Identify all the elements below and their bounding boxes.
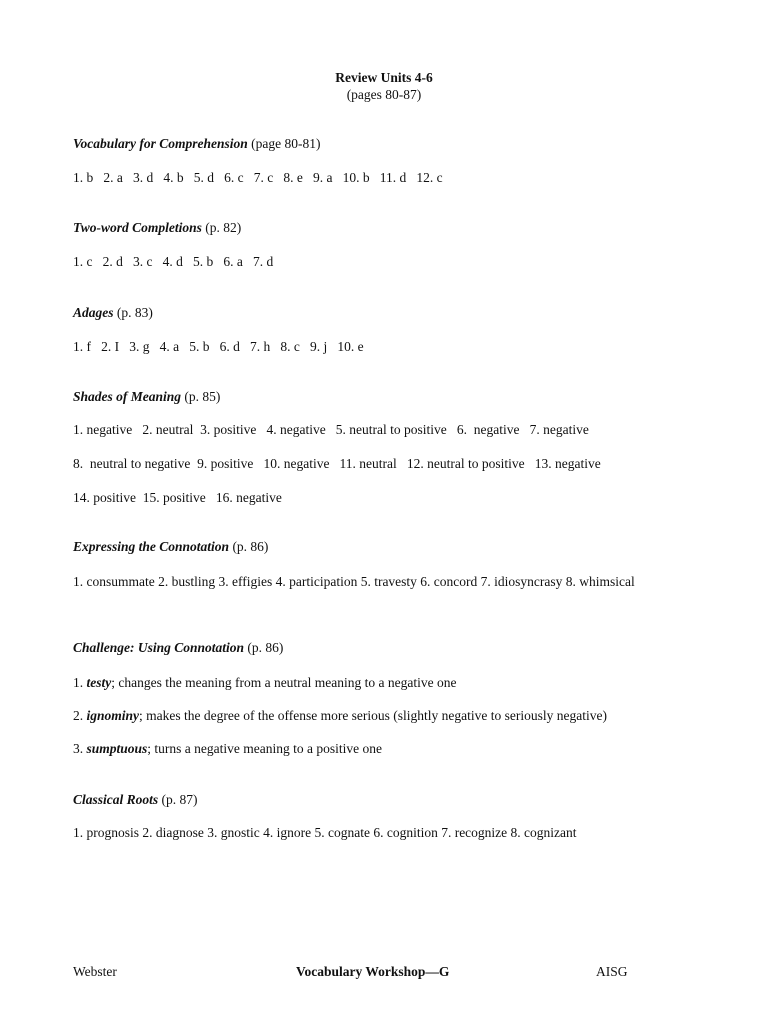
section-heading-vocabulary-comprehension: Vocabulary for Comprehension (page 80-81): [73, 136, 321, 151]
answers-classical-roots: 1. prognosis 2. diagnose 3. gnostic 4. ignore 5. cognate 6. cognition 7. recognize 8. cognizant: [73, 825, 577, 840]
challenge-item-2: 2. ignominy; makes the degree of the offense more serious (slightly negative to seriously negative): [73, 708, 608, 723]
page-title: Review Units 4-6: [335, 70, 433, 85]
section-heading-shades-of-meaning: Shades of Meaning (p. 85): [73, 389, 221, 404]
section-heading-challenge-connotation: Challenge: Using Connotation (p. 86): [73, 640, 284, 655]
footer-school: AISG: [596, 964, 628, 979]
footer-author: Webster: [73, 964, 117, 979]
challenge-item-1: 1. testy; changes the meaning from a neutral meaning to a negative one: [73, 675, 457, 690]
answers-expressing-connotation: 1. consummate 2. bustling 3. effigies 4. participation 5. travesty 6. concord 7. idiosyncrasy 8. whimsical: [73, 574, 635, 589]
section-heading-expressing-connotation: Expressing the Connotation (p. 86): [73, 539, 269, 554]
section-heading-two-word-completions: Two-word Completions (p. 82): [73, 220, 242, 235]
answers-shades-line-3: 14. positive 15. positive 16. negative: [73, 490, 282, 505]
answers-two-word-completions: 1. c 2. d 3. c 4. d 5. b 6. a 7. d: [73, 254, 274, 269]
section-heading-classical-roots: Classical Roots (p. 87): [73, 792, 198, 807]
footer-book-title: Vocabulary Workshop—G: [296, 964, 450, 979]
answers-shades-line-1: 1. negative 2. neutral 3. positive 4. negative 5. neutral to positive 6. negative 7. negative: [73, 422, 589, 437]
answers-adages: 1. f 2. I 3. g 4. a 5. b 6. d 7. h 8. c 9. j 10. e: [73, 339, 364, 354]
answers-vocabulary-comprehension: 1. b 2. a 3. d 4. b 5. d 6. c 7. c 8. e 9. a 10. b 11. d 12. c: [73, 170, 443, 185]
section-heading-adages: Adages (p. 83): [73, 305, 153, 320]
answers-shades-line-2: 8. neutral to negative 9. positive 10. negative 11. neutral 12. neutral to positive 13. negative: [73, 456, 601, 471]
challenge-item-3: 3. sumptuous; turns a negative meaning to a positive one: [73, 741, 382, 756]
page-subtitle: (pages 80-87): [346, 87, 422, 102]
